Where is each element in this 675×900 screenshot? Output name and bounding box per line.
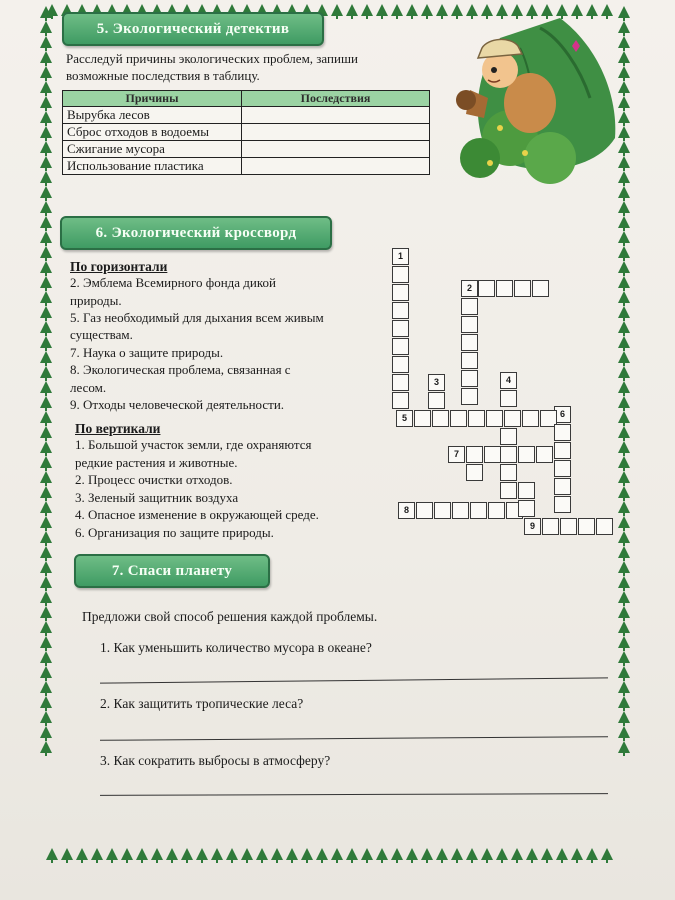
crossword-number-6: 6 xyxy=(554,406,571,423)
crossword-cell[interactable] xyxy=(461,388,478,405)
pine-tree-icon xyxy=(618,306,630,318)
crossword-cell[interactable] xyxy=(504,410,521,427)
pine-tree-icon xyxy=(618,711,630,723)
pine-tree-icon xyxy=(618,621,630,633)
pine-tree-icon xyxy=(40,606,52,618)
crossword-cell[interactable] xyxy=(500,390,517,407)
vertical-clue-3: 3. Зеленый защитник воздуха xyxy=(75,490,239,505)
pine-tree-icon xyxy=(151,848,163,860)
pine-tree-icon xyxy=(406,848,418,860)
pine-tree-icon xyxy=(618,276,630,288)
pine-tree-icon xyxy=(618,231,630,243)
pine-tree-icon xyxy=(40,111,52,123)
pine-tree-icon xyxy=(40,426,52,438)
crossword-number-3: 3 xyxy=(428,374,445,391)
crossword-cell[interactable] xyxy=(554,478,571,495)
section7-heading: 7. Спаси планету xyxy=(74,554,270,588)
pine-tree-icon xyxy=(40,156,52,168)
pine-tree-icon xyxy=(40,6,52,18)
crossword-cell[interactable] xyxy=(461,370,478,387)
crossword-cell[interactable] xyxy=(392,338,409,355)
pine-tree-icon xyxy=(40,621,52,633)
horizontal-clue-5a: 5. Газ необходимый для дыхания всем живым xyxy=(70,310,324,325)
pine-tree-icon xyxy=(618,366,630,378)
pine-tree-icon xyxy=(331,4,343,16)
question-2: 2. Как защитить тропические леса? xyxy=(100,696,304,711)
crossword-cell[interactable] xyxy=(514,280,531,297)
crossword-cell[interactable] xyxy=(461,334,478,351)
pine-tree-icon xyxy=(40,396,52,408)
table-row xyxy=(63,107,430,124)
vertical-clue-1b: редкие растения и животные. xyxy=(75,455,238,470)
crossword-cell[interactable] xyxy=(416,502,433,519)
crossword-cell[interactable] xyxy=(468,410,485,427)
crossword-cell[interactable] xyxy=(392,356,409,373)
pine-tree-icon xyxy=(301,848,313,860)
crossword-cell[interactable] xyxy=(500,446,517,463)
crossword-cell[interactable] xyxy=(554,460,571,477)
pine-tree-icon xyxy=(618,681,630,693)
horizontal-clue-8b: лесом. xyxy=(70,380,107,395)
crossword-cell[interactable] xyxy=(488,502,505,519)
pine-tree-icon xyxy=(618,696,630,708)
table-cell-consequence[interactable] xyxy=(242,107,430,124)
pine-tree-icon xyxy=(618,456,630,468)
pine-tree-icon xyxy=(40,291,52,303)
tree-border-bottom xyxy=(46,848,613,860)
pine-tree-icon xyxy=(376,4,388,16)
pine-tree-icon xyxy=(618,741,630,753)
section6-heading: 6. Экологический кроссворд xyxy=(60,216,332,250)
crossword-cell[interactable] xyxy=(392,266,409,283)
crossword-cell[interactable] xyxy=(500,464,517,481)
crossword-cell[interactable] xyxy=(414,410,431,427)
question-3: 3. Как сократить выбросы в атмосферу? xyxy=(100,753,331,768)
pine-tree-icon xyxy=(286,848,298,860)
pine-tree-icon xyxy=(40,456,52,468)
pine-tree-icon xyxy=(106,848,118,860)
pine-tree-icon xyxy=(346,4,358,16)
pine-tree-icon xyxy=(40,366,52,378)
pine-tree-icon xyxy=(40,351,52,363)
crossword-cell[interactable] xyxy=(392,302,409,319)
crossword-cell[interactable] xyxy=(542,518,559,535)
crossword-cell[interactable] xyxy=(466,464,483,481)
question-1: 1. Как уменьшить количество мусора в океане? xyxy=(100,640,372,655)
crossword-cell[interactable] xyxy=(522,410,539,427)
crossword-cell[interactable] xyxy=(484,446,501,463)
pine-tree-icon xyxy=(618,636,630,648)
pine-tree-icon xyxy=(481,848,493,860)
pine-tree-icon xyxy=(40,501,52,513)
pine-tree-icon xyxy=(618,576,630,588)
vertical-clues-title: По вертикали xyxy=(75,421,161,436)
horizontal-clue-9: 9. Отходы человеческой деятельности. xyxy=(70,397,285,412)
pine-tree-icon xyxy=(40,681,52,693)
pine-tree-icon xyxy=(40,591,52,603)
pine-tree-icon xyxy=(618,726,630,738)
pine-tree-icon xyxy=(61,848,73,860)
pine-tree-icon xyxy=(618,411,630,423)
pine-tree-icon xyxy=(571,848,583,860)
answer-line-3[interactable] xyxy=(100,793,608,796)
pine-tree-icon xyxy=(618,531,630,543)
pine-tree-icon xyxy=(40,711,52,723)
pine-tree-icon xyxy=(346,848,358,860)
table-cell-cause: Сброс отходов в водоемы xyxy=(63,124,242,141)
pine-tree-icon xyxy=(421,4,433,16)
crossword-cell[interactable] xyxy=(461,298,478,315)
pine-tree-icon xyxy=(46,848,58,860)
pine-tree-icon xyxy=(618,426,630,438)
table-row xyxy=(63,141,430,158)
pine-tree-icon xyxy=(40,516,52,528)
table-cell-consequence[interactable] xyxy=(242,158,430,175)
pine-tree-icon xyxy=(40,741,52,753)
causes-table xyxy=(62,90,430,175)
pine-tree-icon xyxy=(526,848,538,860)
pine-tree-icon xyxy=(40,201,52,213)
crossword-cell[interactable] xyxy=(500,482,517,499)
horizontal-clue-2b: природы. xyxy=(70,293,122,308)
pine-tree-icon xyxy=(271,848,283,860)
pine-tree-icon xyxy=(91,848,103,860)
pine-tree-icon xyxy=(391,848,403,860)
crossword-cell[interactable] xyxy=(596,518,613,535)
crossword-number-9: 9 xyxy=(524,518,541,535)
crossword-cell[interactable] xyxy=(461,352,478,369)
pine-tree-icon xyxy=(618,396,630,408)
vertical-clue-6: 6. Организация по защите природы. xyxy=(75,525,274,540)
table-cell-cause: Сжигание мусора xyxy=(63,141,242,158)
table-row xyxy=(63,124,430,141)
pine-tree-icon xyxy=(556,848,568,860)
pine-tree-icon xyxy=(40,21,52,33)
crossword-cell[interactable] xyxy=(554,424,571,441)
crossword-number-4: 4 xyxy=(500,372,517,389)
table-header-consequences: Последствия xyxy=(242,91,430,107)
table-cell-consequence[interactable] xyxy=(242,141,430,158)
crossword-number-7: 7 xyxy=(448,446,465,463)
crossword-cell[interactable] xyxy=(392,392,409,409)
pine-tree-icon xyxy=(40,441,52,453)
section5-instruction-line1: Расследуй причины экологических проблем, запиши xyxy=(66,51,358,66)
pine-tree-icon xyxy=(361,4,373,16)
pine-tree-icon xyxy=(40,321,52,333)
crossword-cell[interactable] xyxy=(518,446,535,463)
pine-tree-icon xyxy=(496,848,508,860)
pine-tree-icon xyxy=(511,848,523,860)
crossword-number-1: 1 xyxy=(392,248,409,265)
table-cell-cause: Использование пластика xyxy=(63,158,242,175)
pine-tree-icon xyxy=(40,96,52,108)
pine-tree-icon xyxy=(466,848,478,860)
crossword-number-8: 8 xyxy=(398,502,415,519)
pine-tree-icon xyxy=(618,666,630,678)
crossword-cell[interactable] xyxy=(578,518,595,535)
answer-line-2[interactable] xyxy=(100,736,608,741)
crossword-cell[interactable] xyxy=(428,392,445,409)
crossword-cell[interactable] xyxy=(466,446,483,463)
pine-tree-icon xyxy=(40,51,52,63)
pine-tree-icon xyxy=(40,216,52,228)
pine-tree-icon xyxy=(40,531,52,543)
pine-tree-icon xyxy=(181,848,193,860)
pine-tree-icon xyxy=(40,636,52,648)
pine-tree-icon xyxy=(451,848,463,860)
pine-tree-icon xyxy=(76,848,88,860)
horizontal-clue-8a: 8. Экологическая проблема, связанная с xyxy=(70,362,291,377)
pine-tree-icon xyxy=(618,591,630,603)
section5-instruction-line2: возможные последствия в таблицу. xyxy=(66,68,260,83)
pine-tree-icon xyxy=(40,276,52,288)
pine-tree-icon xyxy=(421,848,433,860)
pine-tree-icon xyxy=(40,126,52,138)
pine-tree-icon xyxy=(601,848,613,860)
pine-tree-icon xyxy=(40,336,52,348)
pine-tree-icon xyxy=(40,81,52,93)
pine-tree-icon xyxy=(618,501,630,513)
horizontal-clue-7: 7. Наука о защите природы. xyxy=(70,345,224,360)
crossword-cell[interactable] xyxy=(432,410,449,427)
pine-tree-icon xyxy=(618,291,630,303)
pine-tree-icon xyxy=(40,726,52,738)
pine-tree-icon xyxy=(226,848,238,860)
pine-tree-icon xyxy=(618,516,630,528)
crossword-cell[interactable] xyxy=(434,502,451,519)
horizontal-clues-title: По горизонтали xyxy=(70,259,168,274)
crossword-cell[interactable] xyxy=(450,410,467,427)
pine-tree-icon xyxy=(241,848,253,860)
crossword-cell[interactable] xyxy=(518,482,535,499)
crossword-cell[interactable] xyxy=(392,320,409,337)
crossword-cell[interactable] xyxy=(500,428,517,445)
answer-line-1[interactable] xyxy=(100,677,608,683)
pine-tree-icon xyxy=(541,848,553,860)
pine-tree-icon xyxy=(618,246,630,258)
pine-tree-icon xyxy=(40,246,52,258)
pine-tree-icon xyxy=(256,848,268,860)
horizontal-clue-2a: 2. Эмблема Всемирного фонда дикой xyxy=(70,275,276,290)
pine-tree-icon xyxy=(618,486,630,498)
crossword-cell[interactable] xyxy=(461,316,478,333)
crossword-cell[interactable] xyxy=(518,500,535,517)
crossword-number-2: 2 xyxy=(461,280,478,297)
pine-tree-icon xyxy=(40,696,52,708)
crossword-cell[interactable] xyxy=(554,442,571,459)
crossword-cell[interactable] xyxy=(560,518,577,535)
tree-border-left xyxy=(40,6,52,753)
pine-tree-icon xyxy=(136,848,148,860)
table-cell-consequence[interactable] xyxy=(242,124,430,141)
pine-tree-icon xyxy=(40,261,52,273)
crossword-cell[interactable] xyxy=(554,496,571,513)
crossword-cell[interactable] xyxy=(478,280,495,297)
vertical-clue-4: 4. Опасное изменение в окружающей среде. xyxy=(75,507,319,522)
pine-tree-icon xyxy=(40,186,52,198)
pine-tree-icon xyxy=(618,651,630,663)
pine-tree-icon xyxy=(618,441,630,453)
pine-tree-icon xyxy=(391,4,403,16)
table-header-causes: Причины xyxy=(63,91,242,107)
crossword-cell[interactable] xyxy=(392,374,409,391)
pine-tree-icon xyxy=(196,848,208,860)
pine-tree-icon xyxy=(618,381,630,393)
pine-tree-icon xyxy=(40,36,52,48)
pine-tree-icon xyxy=(40,66,52,78)
pine-tree-icon xyxy=(40,141,52,153)
vertical-clue-2: 2. Процесс очистки отходов. xyxy=(75,472,233,487)
pine-tree-icon xyxy=(618,471,630,483)
pine-tree-icon xyxy=(331,848,343,860)
horizontal-clue-5b: существам. xyxy=(70,327,133,342)
table-header-row xyxy=(63,91,430,107)
pine-tree-icon xyxy=(316,848,328,860)
section5-heading: 5. Экологический детектив xyxy=(62,12,324,46)
explorer-mascot-illustration xyxy=(440,8,620,188)
pine-tree-icon xyxy=(40,486,52,498)
pine-tree-icon xyxy=(40,306,52,318)
pine-tree-icon xyxy=(40,561,52,573)
pine-tree-icon xyxy=(361,848,373,860)
pine-tree-icon xyxy=(618,546,630,558)
pine-tree-icon xyxy=(618,606,630,618)
pine-tree-icon xyxy=(618,336,630,348)
pine-tree-icon xyxy=(40,231,52,243)
pine-tree-icon xyxy=(40,471,52,483)
pine-tree-icon xyxy=(40,666,52,678)
pine-tree-icon xyxy=(40,546,52,558)
pine-tree-icon xyxy=(40,171,52,183)
pine-tree-icon xyxy=(436,848,448,860)
pine-tree-icon xyxy=(618,351,630,363)
crossword-cell[interactable] xyxy=(452,502,469,519)
pine-tree-icon xyxy=(121,848,133,860)
pine-tree-icon xyxy=(406,4,418,16)
crossword-cell[interactable] xyxy=(532,280,549,297)
crossword-number-5: 5 xyxy=(396,410,413,427)
crossword-cell[interactable] xyxy=(536,446,553,463)
pine-tree-icon xyxy=(40,411,52,423)
crossword-cell[interactable] xyxy=(470,502,487,519)
pine-tree-icon xyxy=(376,848,388,860)
pine-tree-icon xyxy=(211,848,223,860)
crossword-cell[interactable] xyxy=(392,284,409,301)
pine-tree-icon xyxy=(40,651,52,663)
pine-tree-icon xyxy=(40,381,52,393)
section7-instruction: Предложи свой способ решения каждой проблемы. xyxy=(82,609,378,624)
pine-tree-icon xyxy=(586,848,598,860)
table-cell-cause: Вырубка лесов xyxy=(63,107,242,124)
crossword-cell[interactable] xyxy=(496,280,513,297)
pine-tree-icon xyxy=(40,576,52,588)
pine-tree-icon xyxy=(618,321,630,333)
pine-tree-icon xyxy=(166,848,178,860)
pine-tree-icon xyxy=(618,201,630,213)
pine-tree-icon xyxy=(618,261,630,273)
pine-tree-icon xyxy=(618,216,630,228)
crossword-cell[interactable] xyxy=(486,410,503,427)
table-row xyxy=(63,158,430,175)
vertical-clue-1a: 1. Большой участок земли, где охраняются xyxy=(75,437,312,452)
pine-tree-icon xyxy=(618,561,630,573)
